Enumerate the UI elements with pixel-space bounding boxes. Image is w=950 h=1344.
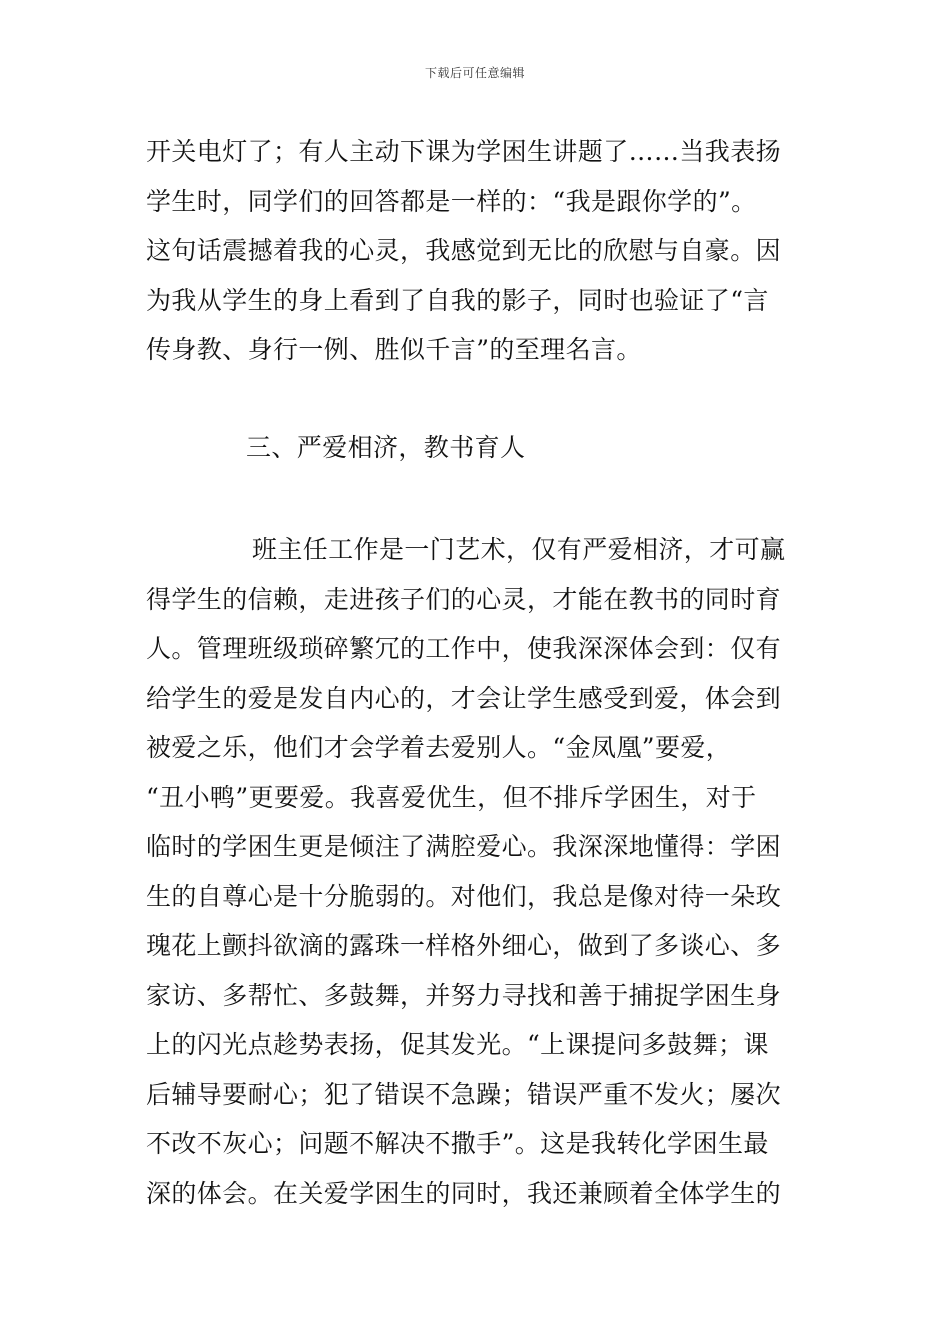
text-line: 家访、多帮忙、多鼓舞，并努力寻找和善于捕捉学困生身: [146, 980, 782, 1010]
paragraph-1: [146, 127, 808, 375]
text-line: 生的自尊心是十分脆弱的。对他们，我总是像对待一朵玫: [146, 881, 782, 911]
text-line: 后辅导要耐心；犯了错误不急躁；错误严重不发火；屡次: [146, 1079, 782, 1109]
text-line: 被爱之乐，他们才会学着去爱别人。“金凤凰”要爱，: [146, 733, 732, 762]
text-line: 传身教、身行一例、胜似千言”的至理名言。: [146, 335, 642, 364]
text-line-first: 班主任工作是一门艺术，仅有严爱相济，才可赢: [252, 535, 786, 564]
text-line: 人。管理班级琐碎繁冗的工作中，使我深深体会到：仅有: [146, 634, 782, 663]
text-line: 临时的学困生更是倾注了满腔爱心。我深深地懂得：学困: [146, 832, 782, 861]
text-line: “丑小鸭”更要爱。我喜爱优生，但不排斥学困生，对于: [146, 782, 757, 812]
text-line: 上的闪光点趁势表扬，促其发光。“上课提问多鼓舞；课: [146, 1030, 769, 1059]
section-heading: 三、严爱相济，教书育人: [246, 433, 526, 462]
text-line: 学生时，同学们的回答都是一样的：“我是跟你学的”。: [146, 186, 757, 216]
paragraph-2: [146, 525, 808, 1218]
text-line: 瑰花上颤抖欲滴的露珠一样格外细心，做到了多谈心、多: [146, 931, 782, 960]
section-heading-block: [246, 423, 806, 473]
page-header: 下载后可任意编辑: [424, 66, 525, 80]
text-line: 给学生的爱是发自内心的，才会让学生感受到爱，体会到: [146, 683, 782, 713]
text-line: 深的体会。在关爱学困生的同时，我还兼顾着全体学生的: [146, 1178, 782, 1208]
text-line: 得学生的信赖，走进孩子们的心灵，才能在教书的同时育: [146, 584, 782, 614]
text-line: 不改不灰心；问题不解决不撒手”。这是我转化学困生最: [146, 1129, 769, 1158]
text-line: 为我从学生的身上看到了自我的影子，同时也验证了“言: [146, 285, 769, 315]
text-line: 这句话震撼着我的心灵，我感觉到无比的欣慰与自豪。因: [146, 236, 782, 265]
text-line: 开关电灯了；有人主动下课为学困生讲题了……当我表扬: [146, 137, 782, 166]
